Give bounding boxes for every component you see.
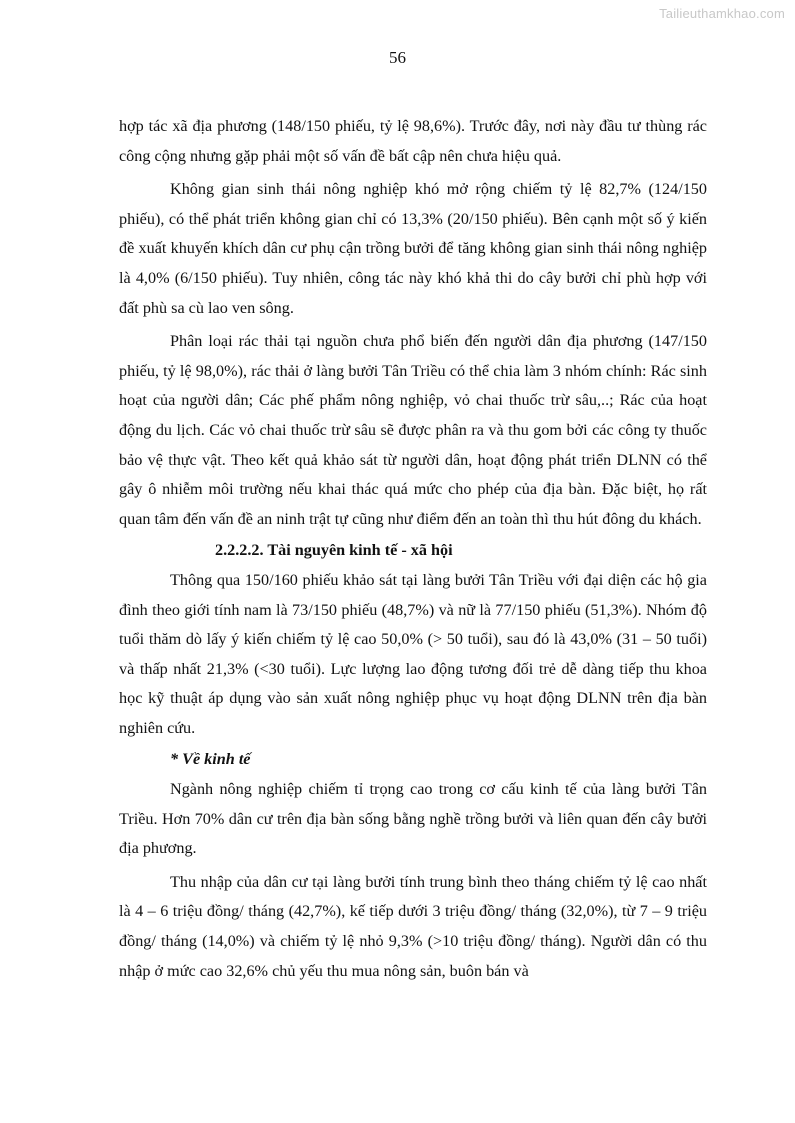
document-body [119,112,707,986]
paragraph-6: Thu nhập của dân cư tại làng bưởi tính trung bình theo tháng chiếm tỷ lệ cao nhất là 4 – 6 triệu đồng/ tháng (42,7%), kế tiếp dưới 3 triệu đồng/ tháng (32,0%), từ 7 – 9 triệu đồng/ tháng (14,0%) và chiếm tỷ lệ nhỏ 9,3% (>10 triệu đồng/ tháng). Người dân có thu nhập ở mức cao 32,6% chủ yếu thu mua nông sản, buôn bán và [119,872,707,980]
page-number: 56 [389,48,406,67]
section-heading: 2.2.2.2. Tài nguyên kinh tế - xã hội [215,541,453,560]
paragraph-5: Ngành nông nghiệp chiếm tỉ trọng cao trong cơ cấu kinh tế của làng bưởi Tân Triều. Hơn 70% dân cư trên địa bàn sống bằng nghề trồng bưởi và liên quan đến cây bưởi địa phương. [119,780,707,858]
paragraph-1: hợp tác xã địa phương (148/150 phiếu, tỷ lệ 98,6%). Trước đây, nơi này đầu tư thùng rác công cộng nhưng gặp phải một số vấn đề bất cập nên chưa hiệu quả. [119,117,707,165]
subsection-heading: * Về kinh tế [170,750,251,769]
paragraph-3: Phân loại rác thải tại nguồn chưa phổ biến đến người dân địa phương (147/150 phiếu, tỷ lệ 98,0%), rác thải ở làng bưởi Tân Triều có thể chia làm 3 nhóm chính: Rác sinh hoạt của người dân; Các phế phẩm nông nghiệp, vỏ chai thuốc trừ sâu,..; Rác của hoạt động du lịch. Các vỏ chai thuốc trừ sâu sẽ được phân ra và thu gom bởi các công ty thuốc bảo vệ thực vật. Theo kết quả khảo sát từ người dân, hoạt động phát triển DLNN có thể gây ô nhiễm môi trường nếu khai thác quá mức cho phép của địa bàn. Đặc biệt, họ rất quan tâm đến vấn đề an ninh trật tự cũng như điểm đến an toàn thì thu hút đông du khách. [119,332,707,528]
paragraph-4: Thông qua 150/160 phiếu khảo sát tại làng bưởi Tân Triều với đại diện các hộ gia đình theo giới tính nam là 73/150 phiếu (48,7%) và nữ là 77/150 phiếu (51,3%). Nhóm độ tuổi thăm dò lấy ý kiến chiếm tỷ lệ cao 50,0% (> 50 tuổi), sau đó là 43,0% (31 – 50 tuổi) và thấp nhất 21,3% (<30 tuổi). Lực lượng lao động tương đối trẻ dễ dàng tiếp thu khoa học kỹ thuật áp dụng vào sản xuất nông nghiệp phục vụ hoạt động DLNN trên địa bàn nghiên cứu. [119,570,707,737]
paragraph-2: Không gian sinh thái nông nghiệp khó mở rộng chiếm tỷ lệ 82,7% (124/150 phiếu), có thể phát triển không gian chỉ có 13,3% (20/150 phiếu). Bên cạnh một số ý kiến đề xuất khuyến khích dân cư phụ cận trồng bưởi để tăng không gian sinh thái nông nghiệp là 4,0% (6/150 phiếu). Tuy nhiên, công tác này khó khả thi do cây bưởi chỉ phù hợp với đất phù sa cù lao ven sông. [119,180,707,317]
watermark: Tailieuthamkhao.com [659,6,785,21]
